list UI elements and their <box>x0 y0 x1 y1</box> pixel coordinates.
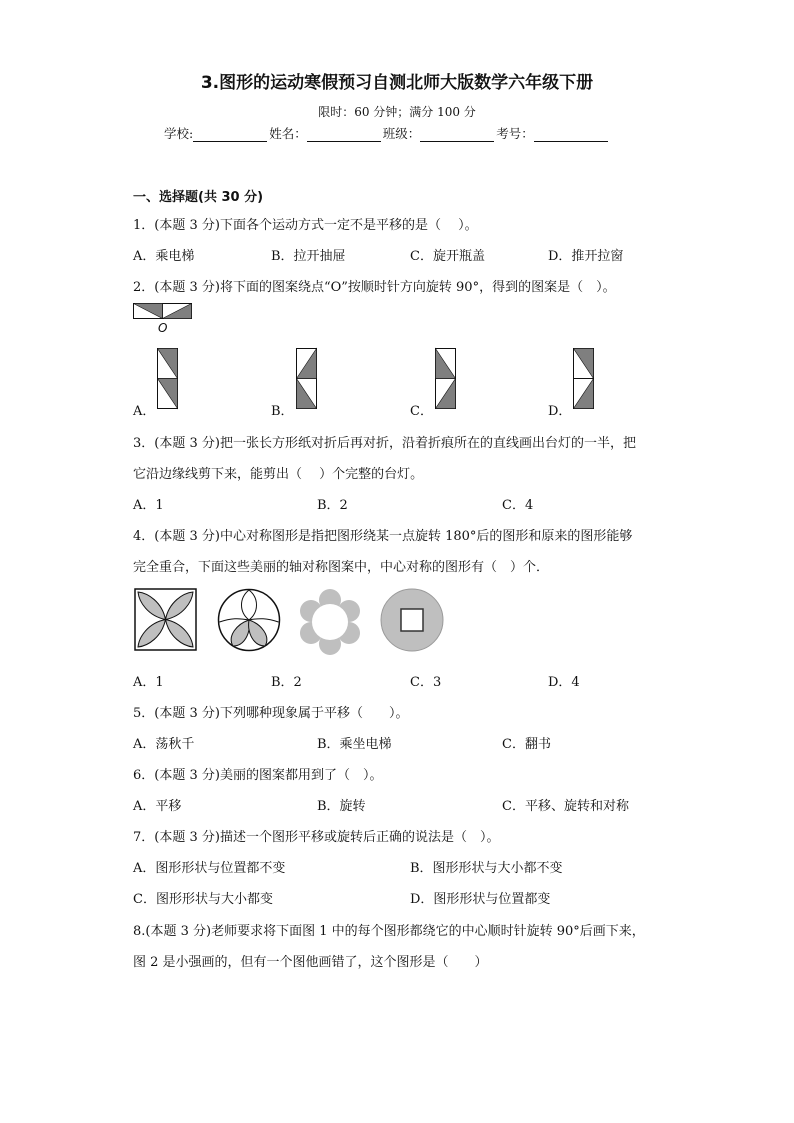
q6-option-b[interactable]: B．旋转 <box>317 799 366 814</box>
q5-option-b[interactable]: B．乘坐电梯 <box>317 737 392 752</box>
class-blank[interactable] <box>420 127 494 142</box>
q2-option-a[interactable]: A． <box>133 404 156 419</box>
q3-option-a[interactable]: A．1 <box>133 498 164 513</box>
q7-option-c[interactable]: C．图形形状与大小都变 <box>133 892 273 907</box>
exam-number-label: 考号： <box>496 126 534 141</box>
q1-option-b[interactable]: B．拉开抽屉 <box>271 249 346 264</box>
q4-figure-coin <box>380 588 444 652</box>
q2-option-a-figure <box>157 348 179 410</box>
school-blank[interactable] <box>193 127 267 142</box>
q4-option-a[interactable]: A．1 <box>133 675 164 690</box>
q6-option-c[interactable]: C．平移、旋转和对称 <box>502 799 629 814</box>
q7-option-d[interactable]: D．图形形状与位置都变 <box>410 892 551 907</box>
q1-option-d[interactable]: D．推开拉窗 <box>548 249 624 264</box>
question-3-stem-line1: 3．(本题 3 分)把一张长方形纸对折后再对折，沿着折痕所在的直线画出台灯的一半，把 <box>133 436 636 451</box>
q4-figure-three-leaf-circle <box>217 588 281 652</box>
question-6-stem: 6．(本题 3 分)美丽的图案都用到了（ ）。 <box>133 768 383 783</box>
question-8-stem-line2: 图 2 是小强画的，但有一个图他画错了，这个图形是（ ） <box>133 955 488 970</box>
question-7-stem: 7．(本题 3 分)描述一个图形平移或旋转后正确的说法是（ ）。 <box>133 830 500 845</box>
q2-option-d-figure <box>573 348 595 410</box>
exam-number-blank[interactable] <box>534 127 608 142</box>
q2-option-c-figure <box>435 348 457 410</box>
q4-option-c[interactable]: C．3 <box>410 675 442 690</box>
question-4-stem-line1: 4．(本题 3 分)中心对称图形是指把图形绕某一点旋转 180°后的图形和原来的图形能够 <box>133 529 633 544</box>
question-2-stem: 2．(本题 3 分)将下面的图案绕点“O”按顺时针方向旋转 90°，得到的图案是（ ）。 <box>133 280 616 295</box>
exam-meta: 限时：60 分钟；满分 100 分 <box>318 105 476 119</box>
student-info-row <box>164 124 610 142</box>
q4-option-b[interactable]: B．2 <box>271 675 302 690</box>
question-4-stem-line2: 完全重合，下面这些美丽的轴对称图案中，中心对称的图形有（ ）个． <box>133 560 550 575</box>
q2-original-pattern <box>133 303 193 323</box>
q4-figure-petal-square <box>134 588 198 652</box>
name-label: 姓名： <box>269 126 307 141</box>
q2-option-c[interactable]: C． <box>410 404 433 419</box>
q1-option-a[interactable]: A．乘电梯 <box>133 249 195 264</box>
q6-option-a[interactable]: A．平移 <box>133 799 182 814</box>
question-1-stem: 1．(本题 3 分)下面各个运动方式一定不是平移的是（ ）。 <box>133 218 478 233</box>
q5-option-c[interactable]: C．翻书 <box>502 737 551 752</box>
question-8-stem-line1: 8.(本题 3 分)老师要求将下面图 1 中的每个图形都绕它的中心顺时针旋转 90°后画下来， <box>133 924 645 939</box>
question-5-stem: 5．(本题 3 分)下列哪种现象属于平移（ ）。 <box>133 706 409 721</box>
section-heading: 一、选择题(共 30 分) <box>133 190 264 205</box>
q2-option-d[interactable]: D． <box>548 404 572 419</box>
class-label: 班级： <box>382 126 421 141</box>
question-3-stem-line2: 它沿边缘线剪下来，能剪出（ ）个完整的台灯。 <box>133 467 424 482</box>
school-label: 学校: <box>164 126 194 141</box>
q4-figure-flower <box>296 588 364 656</box>
page-title: 3.图形的运动寒假预习自测北师大版数学六年级下册 <box>200 73 594 93</box>
q7-option-a[interactable]: A．图形形状与位置都不变 <box>133 861 286 876</box>
q2-option-b-figure <box>296 348 318 410</box>
q3-option-b[interactable]: B．2 <box>317 498 348 513</box>
q7-option-b[interactable]: B．图形形状与大小都不变 <box>410 861 563 876</box>
q2-option-b[interactable]: B． <box>271 404 294 419</box>
q1-option-c[interactable]: C．旋开瓶盖 <box>410 249 485 264</box>
q5-option-a[interactable]: A．荡秋千 <box>133 737 195 752</box>
rotation-point-label: O <box>158 321 168 335</box>
q3-option-c[interactable]: C．4 <box>502 498 534 513</box>
q4-option-d[interactable]: D．4 <box>548 675 580 690</box>
name-blank[interactable] <box>307 127 381 142</box>
